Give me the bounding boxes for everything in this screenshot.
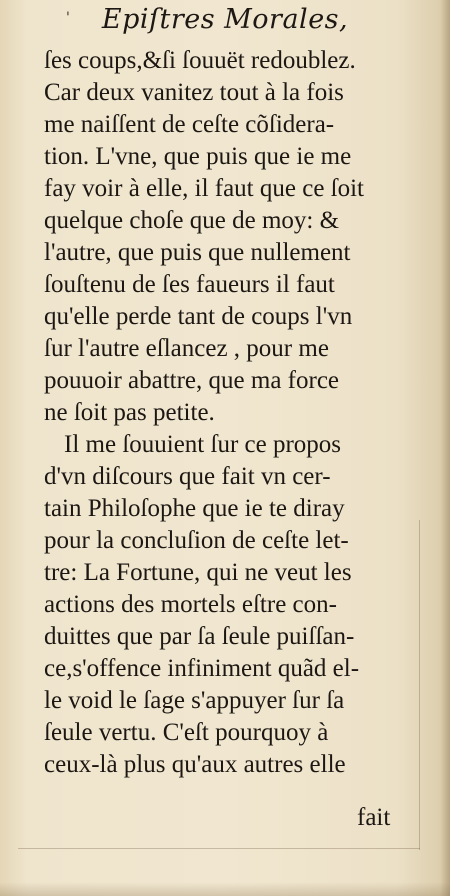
- text-line: ſouſtenu de ſes faueurs il faut: [44, 271, 335, 298]
- text-line: ſur l'autre eſlancez , pour me: [44, 335, 329, 362]
- text-line: Car deux vanitez tout à la fois: [44, 79, 344, 106]
- text-line: me naiſſent de ceſte cõſidera-: [44, 111, 335, 138]
- catchword: fait: [357, 804, 391, 831]
- paragraph-start-line: Il me ſouuient ſur ce propos: [64, 431, 342, 458]
- text-line: tre: La Fortune, qui ne veut les: [44, 559, 352, 586]
- text-line: d'vn diſcours que fait vn cer-: [44, 463, 331, 490]
- text-line: qu'elle perde tant de coups l'vn: [44, 303, 353, 330]
- text-line: pouuoir abattre, que ma force: [44, 367, 340, 394]
- text-line: actions des mortels eſtre con-: [44, 591, 337, 618]
- text-line: ne ſoit pas petite.: [44, 399, 215, 426]
- text-line: pour la concluſion de ceſte let-: [44, 527, 349, 554]
- text-line: quelque choſe que de moy: &: [44, 207, 340, 234]
- text-line: ceux-là plus qu'aux autres elle: [44, 751, 346, 778]
- text-line: duittes que par ſa ſeule puiſſan-: [44, 623, 355, 650]
- running-head: Epiſtres Morales,: [101, 4, 349, 35]
- ink-mark: ': [66, 10, 70, 26]
- text-line: ce,s'offence infiniment quãd el-: [44, 655, 360, 682]
- text-line: le void le ſage s'appuyer ſur ſa: [44, 687, 345, 714]
- page-bottom-shadow: [0, 882, 450, 896]
- page-edge-shadow: [440, 0, 450, 896]
- body-text: [44, 45, 424, 781]
- text-line: tion. L'vne, que puis que ie me: [44, 143, 352, 170]
- text-line: fay voir à elle, il faut que ce ſoit: [44, 175, 365, 202]
- margin-rule-horizontal: [18, 848, 420, 849]
- text-line: l'autre, que puis que nullement: [44, 239, 351, 266]
- text-line: ſes coups,&ſi ſouuët redoublez.: [44, 47, 356, 74]
- text-line: tain Philoſophe que ie te diray: [44, 495, 345, 522]
- text-line: ſeule vertu. C'eſt pourquoy à: [44, 719, 329, 746]
